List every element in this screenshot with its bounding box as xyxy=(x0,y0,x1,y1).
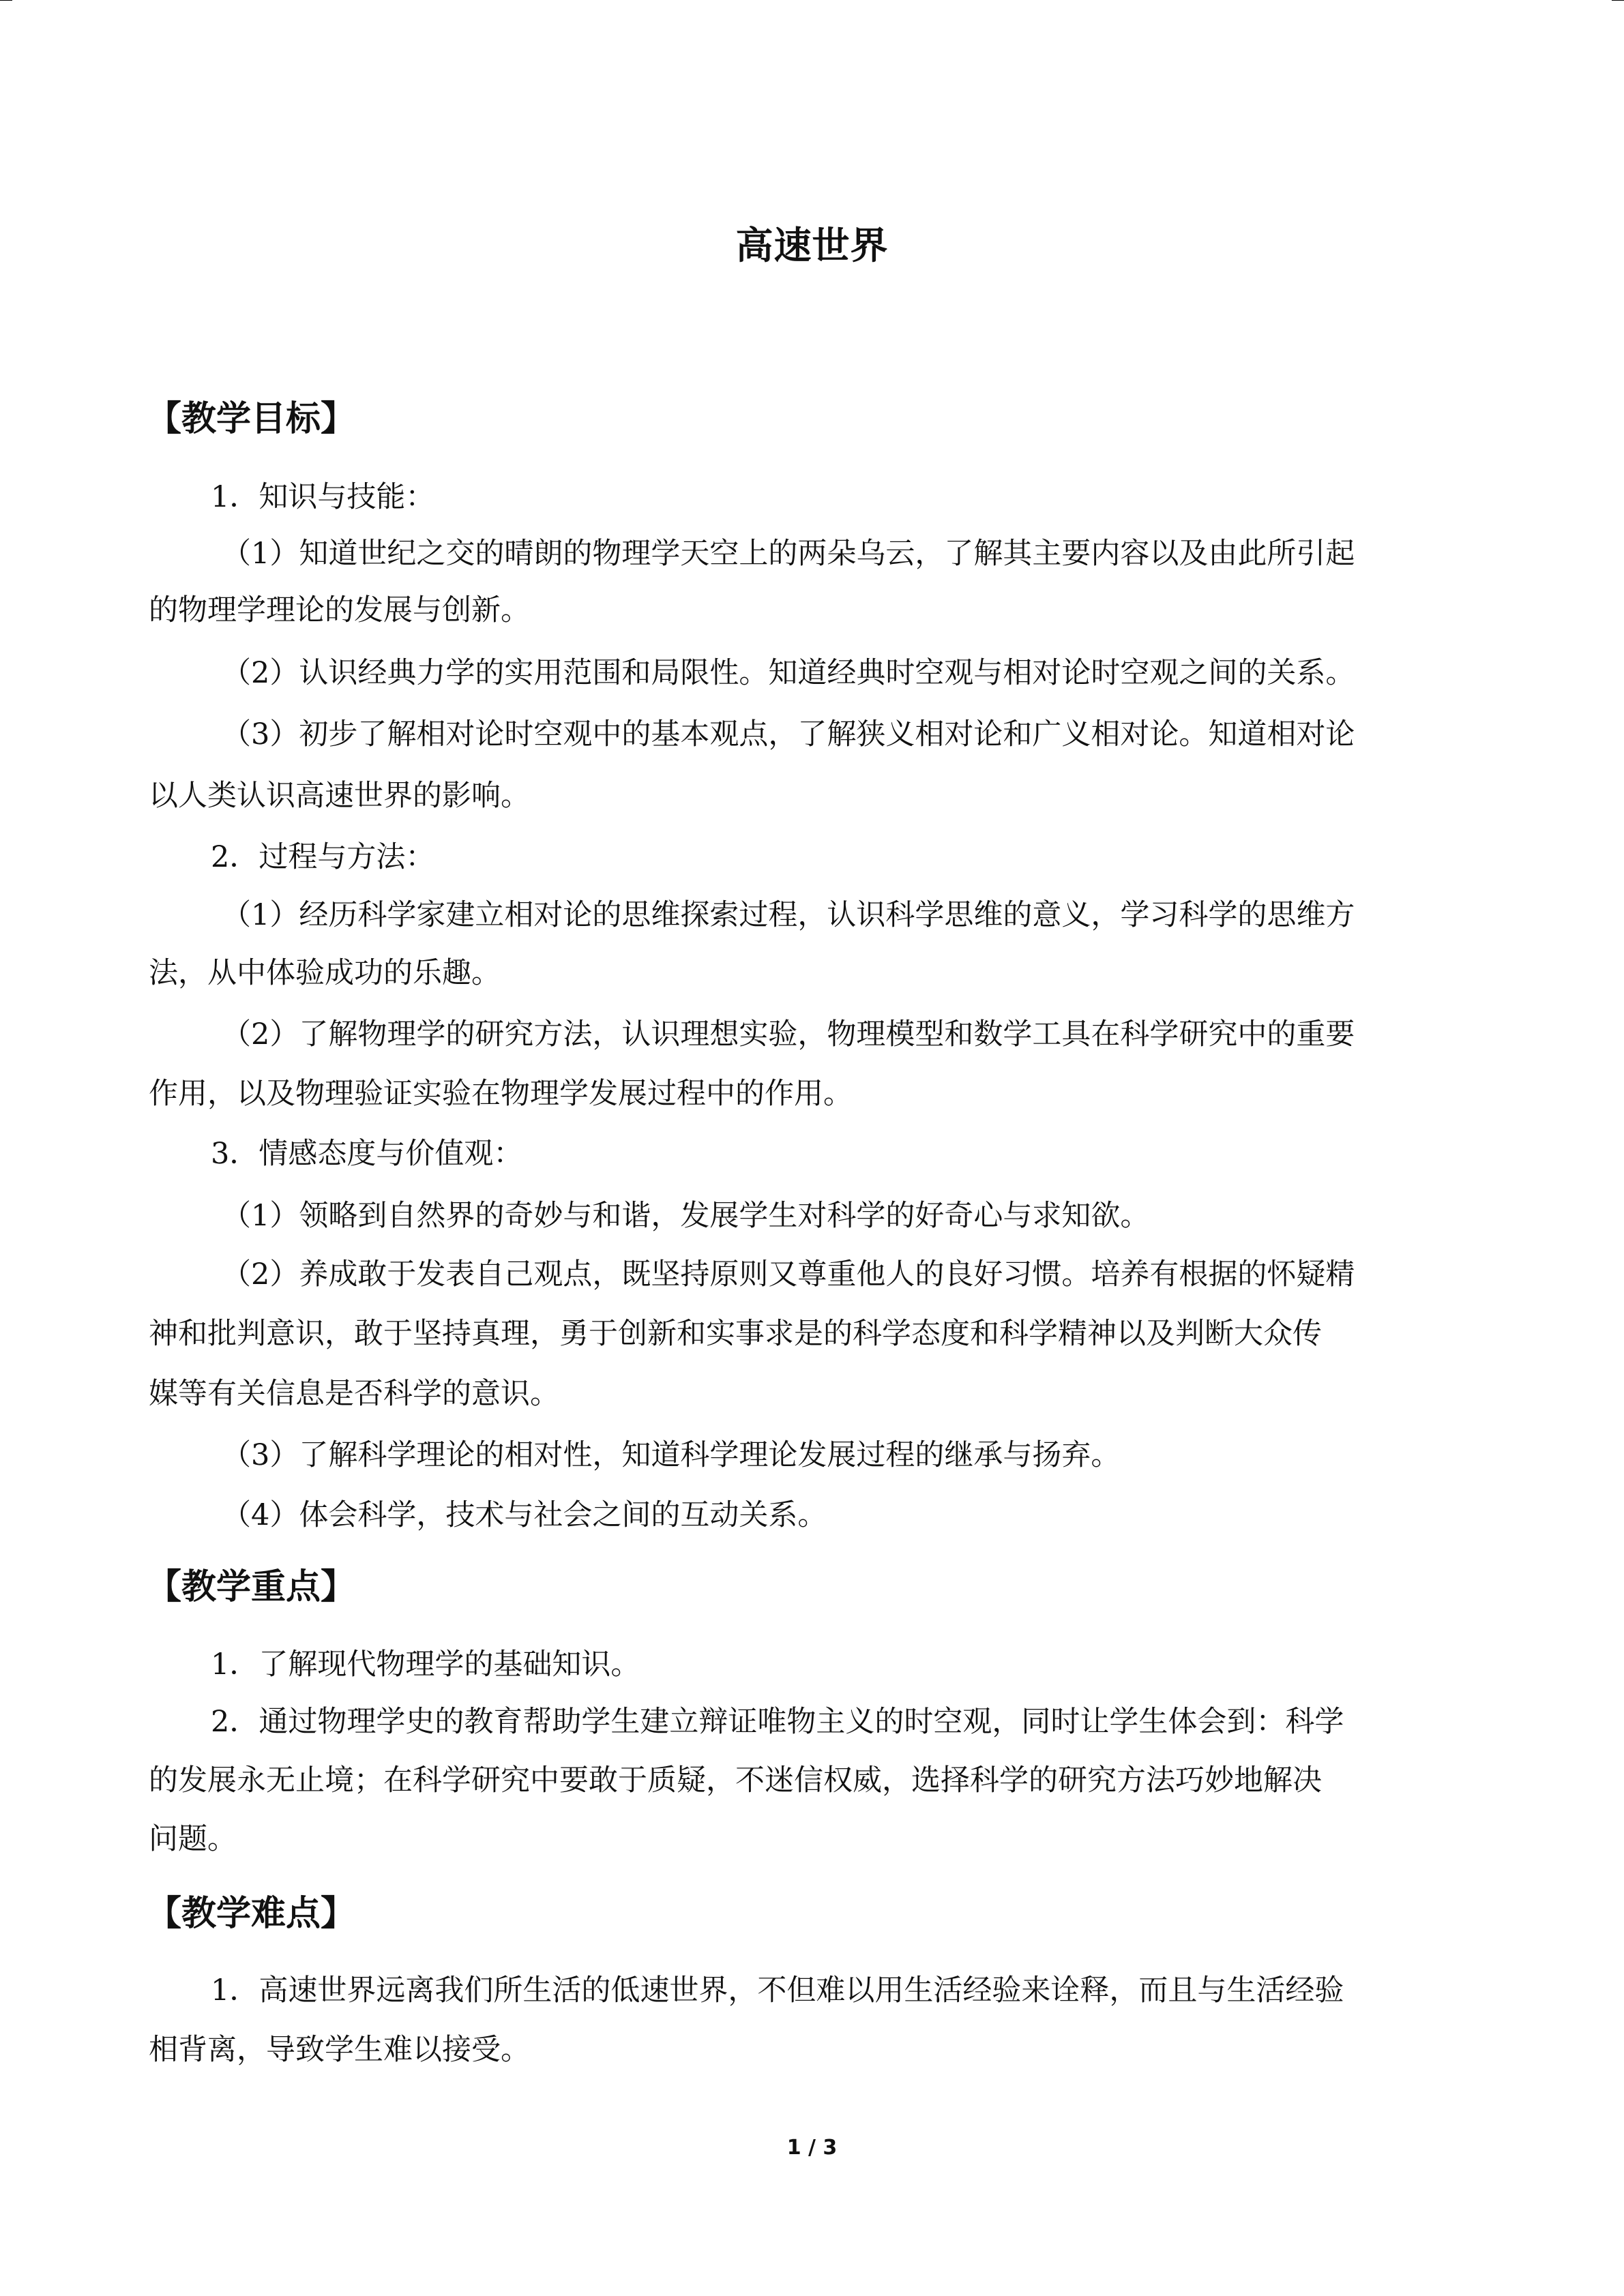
paragraph-line: 的发展永无止境；在科学研究中要敢于质疑，不迷信权威，选择科学的研究方法巧妙地解决 xyxy=(149,1763,1322,1798)
paragraph-line: （3）了解科学理论的相对性，知道科学理论发展过程的继承与扬弃。 xyxy=(222,1438,1121,1472)
section-heading-goals: 【教学目标】 xyxy=(147,399,356,439)
paragraph-line: 1．高速世界远离我们所生活的低速世界，不但难以用生活经验来诠释，而且与生活经验 xyxy=(211,1973,1344,2008)
page-corner-left xyxy=(0,0,12,1)
paragraph-line: 作用，以及物理验证实验在物理学发展过程中的作用。 xyxy=(149,1077,853,1111)
paragraph-line: （3）初步了解相对论时空观中的基本观点，了解狭义相对论和广义相对论。知道相对论 xyxy=(222,717,1355,751)
page-title: 高速世界 xyxy=(735,224,889,267)
paragraph-line: （1）经历科学家建立相对论的思维探索过程，认识科学思维的意义，学习科学的思维方 xyxy=(222,898,1355,932)
paragraph-line: 媒等有关信息是否科学的意识。 xyxy=(149,1377,559,1411)
section-heading-difficulties: 【教学难点】 xyxy=(147,1894,356,1934)
paragraph-line: 2．过程与方法： xyxy=(211,840,435,874)
paragraph-line: （1）知道世纪之交的晴朗的物理学天空上的两朵乌云，了解其主要内容以及由此所引起 xyxy=(222,537,1355,571)
paragraph-line: 相背离，导致学生难以接受。 xyxy=(149,2033,530,2067)
paragraph-line: （2）养成敢于发表自己观点，既坚持原则又尊重他人的良好习惯。培养有根据的怀疑精 xyxy=(222,1257,1355,1292)
paragraph-line: 3．情感态度与价值观： xyxy=(211,1137,523,1171)
paragraph-line: 以人类认识高速世界的影响。 xyxy=(149,779,530,813)
page-indicator: 1 / 3 xyxy=(786,2136,838,2160)
paragraph-line: 法，从中体验成功的乐趣。 xyxy=(149,956,501,990)
paragraph-line: （2）认识经典力学的实用范围和局限性。知道经典时空观与相对论时空观之间的关系。 xyxy=(222,656,1355,690)
paragraph-line: （4）体会科学，技术与社会之间的互动关系。 xyxy=(222,1498,827,1532)
section-heading-key-points: 【教学重点】 xyxy=(147,1567,356,1607)
paragraph-line: 神和批判意识，敢于坚持真理，勇于创新和实事求是的科学态度和科学精神以及判断大众传 xyxy=(149,1317,1322,1351)
paragraph-line: 1．知识与技能： xyxy=(211,480,435,514)
paragraph-line: 的物理学理论的发展与创新。 xyxy=(149,593,530,627)
paragraph-line: （2）了解物理学的研究方法，认识理想实验，物理模型和数学工具在科学研究中的重要 xyxy=(222,1017,1355,1052)
paragraph-line: 2．通过物理学史的教育帮助学生建立辩证唯物主义的时空观，同时让学生体会到：科学 xyxy=(211,1705,1344,1739)
page-corner-right xyxy=(1612,0,1624,1)
paragraph-line: 问题。 xyxy=(149,1822,237,1856)
paragraph-line: 1．了解现代物理学的基础知识。 xyxy=(211,1648,640,1682)
paragraph-line: （1）领略到自然界的奇妙与和谐，发展学生对科学的好奇心与求知欲。 xyxy=(222,1199,1150,1233)
